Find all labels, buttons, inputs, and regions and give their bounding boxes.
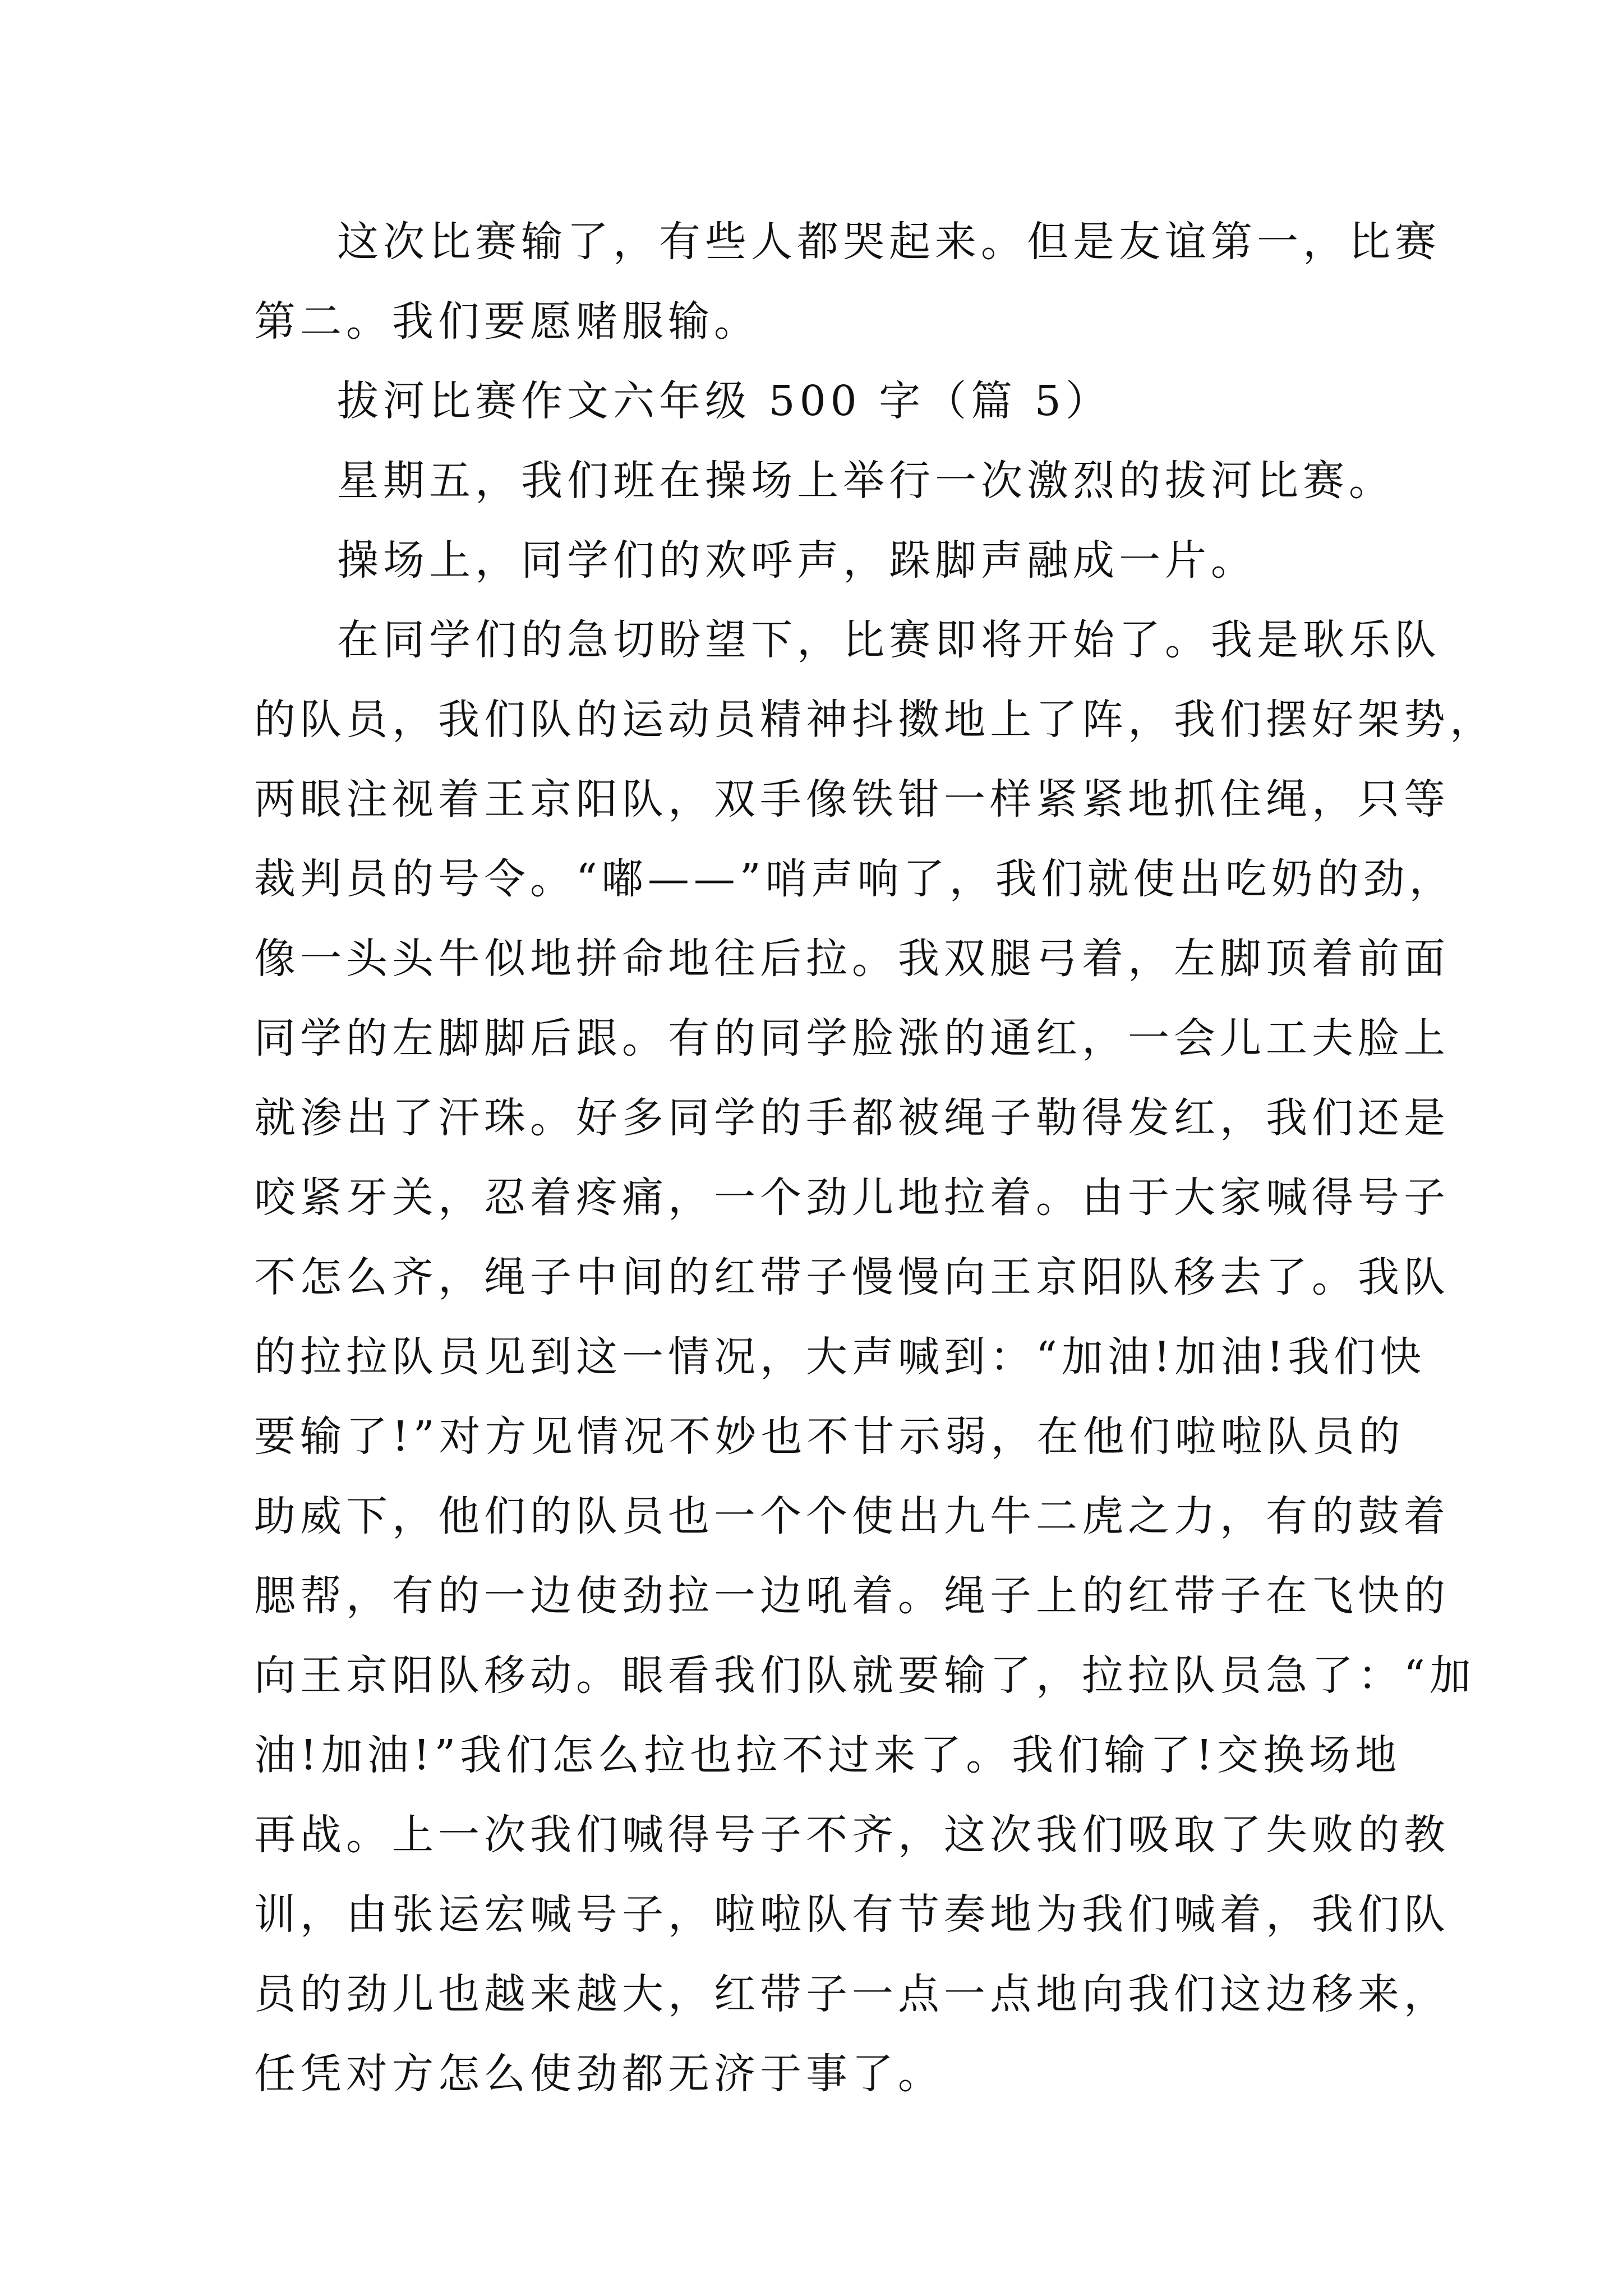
paragraph-1 bbox=[254, 202, 1441, 361]
paragraph-line: 咬紧牙关，忍着疼痛，一个劲儿地拉着。由于大家喊得号子 bbox=[254, 1174, 1450, 1222]
paragraph-line: 星期五，我们班在操场上举行一次激烈的拔河比赛。 bbox=[337, 457, 1395, 505]
section-heading bbox=[254, 361, 1384, 441]
paragraph-3 bbox=[254, 441, 1395, 521]
paragraph-line: 裁判员的号令。“嘟——”哨声响了，我们就使出吃奶的劲， bbox=[254, 855, 1455, 903]
paragraph-line: 再战。上一次我们喊得号子不齐，这次我们吸取了失败的教 bbox=[254, 1811, 1450, 1859]
heading-text: 拔河比赛作文六年级 500 字（篇 5） bbox=[337, 377, 1112, 425]
paragraph-line: 训，由张运宏喊号子，啦啦队有节奏地为我们喊着，我们队 bbox=[254, 1890, 1450, 1939]
paragraph-line: 油!加油!”我们怎么拉也拉不过来了。我们输了!交换场地 bbox=[254, 1731, 1401, 1779]
paragraph-4 bbox=[254, 521, 1384, 600]
paragraph-line: 就渗出了汗珠。好多同学的手都被绳子勒得发红，我们还是 bbox=[254, 1094, 1450, 1142]
paragraph-line: 像一头头牛似地拼命地往后拉。我双腿弓着，左脚顶着前面 bbox=[254, 935, 1450, 983]
paragraph-line: 的拉拉队员见到这一情况，大声喊到：“加油!加油!我们快 bbox=[254, 1333, 1426, 1381]
paragraph-line: 操场上，同学们的欢呼声，跺脚声融成一片。 bbox=[337, 536, 1257, 585]
paragraph-line: 助威下，他们的队员也一个个使出九牛二虎之力，有的鼓着 bbox=[254, 1492, 1450, 1540]
paragraph-line: 的队员，我们队的运动员精神抖擞地上了阵，我们摆好架势， bbox=[254, 696, 1496, 744]
paragraph-line: 要输了!”对方见情况不妙也不甘示弱，在他们啦啦队员的 bbox=[254, 1412, 1405, 1461]
paragraph-line: 两眼注视着王京阳队，双手像铁钳一样紧紧地抓住绳，只等 bbox=[254, 775, 1450, 823]
paragraph-line: 向王京阳队移动。眼看我们队就要输了，拉拉队员急了：“加 bbox=[254, 1651, 1476, 1700]
paragraph-line: 任凭对方怎么使劲都无济于事了。 bbox=[254, 2050, 944, 2098]
paragraph-line: 同学的左脚脚后跟。有的同学脸涨的通红，一会儿工夫脸上 bbox=[254, 1014, 1450, 1062]
paragraph-line: 员的劲儿也越来越大，红带子一点一点地向我们这边移来， bbox=[254, 1970, 1450, 2018]
paragraph-line: 腮帮，有的一边使劲拉一边吼着。绳子上的红带子在飞快的 bbox=[254, 1572, 1450, 1620]
paragraph-line: 第二。我们要愿赌服输。 bbox=[254, 297, 760, 346]
paragraph-line: 不怎么齐，绳子中间的红带子慢慢向王京阳队移去了。我队 bbox=[254, 1253, 1450, 1301]
paragraph-line: 在同学们的急切盼望下，比赛即将开始了。我是耿乐队 bbox=[337, 616, 1441, 664]
paragraph-5 bbox=[254, 600, 1496, 2114]
paragraph-line: 这次比赛输了，有些人都哭起来。但是友谊第一，比赛 bbox=[337, 218, 1441, 266]
document-body bbox=[254, 202, 1496, 2114]
